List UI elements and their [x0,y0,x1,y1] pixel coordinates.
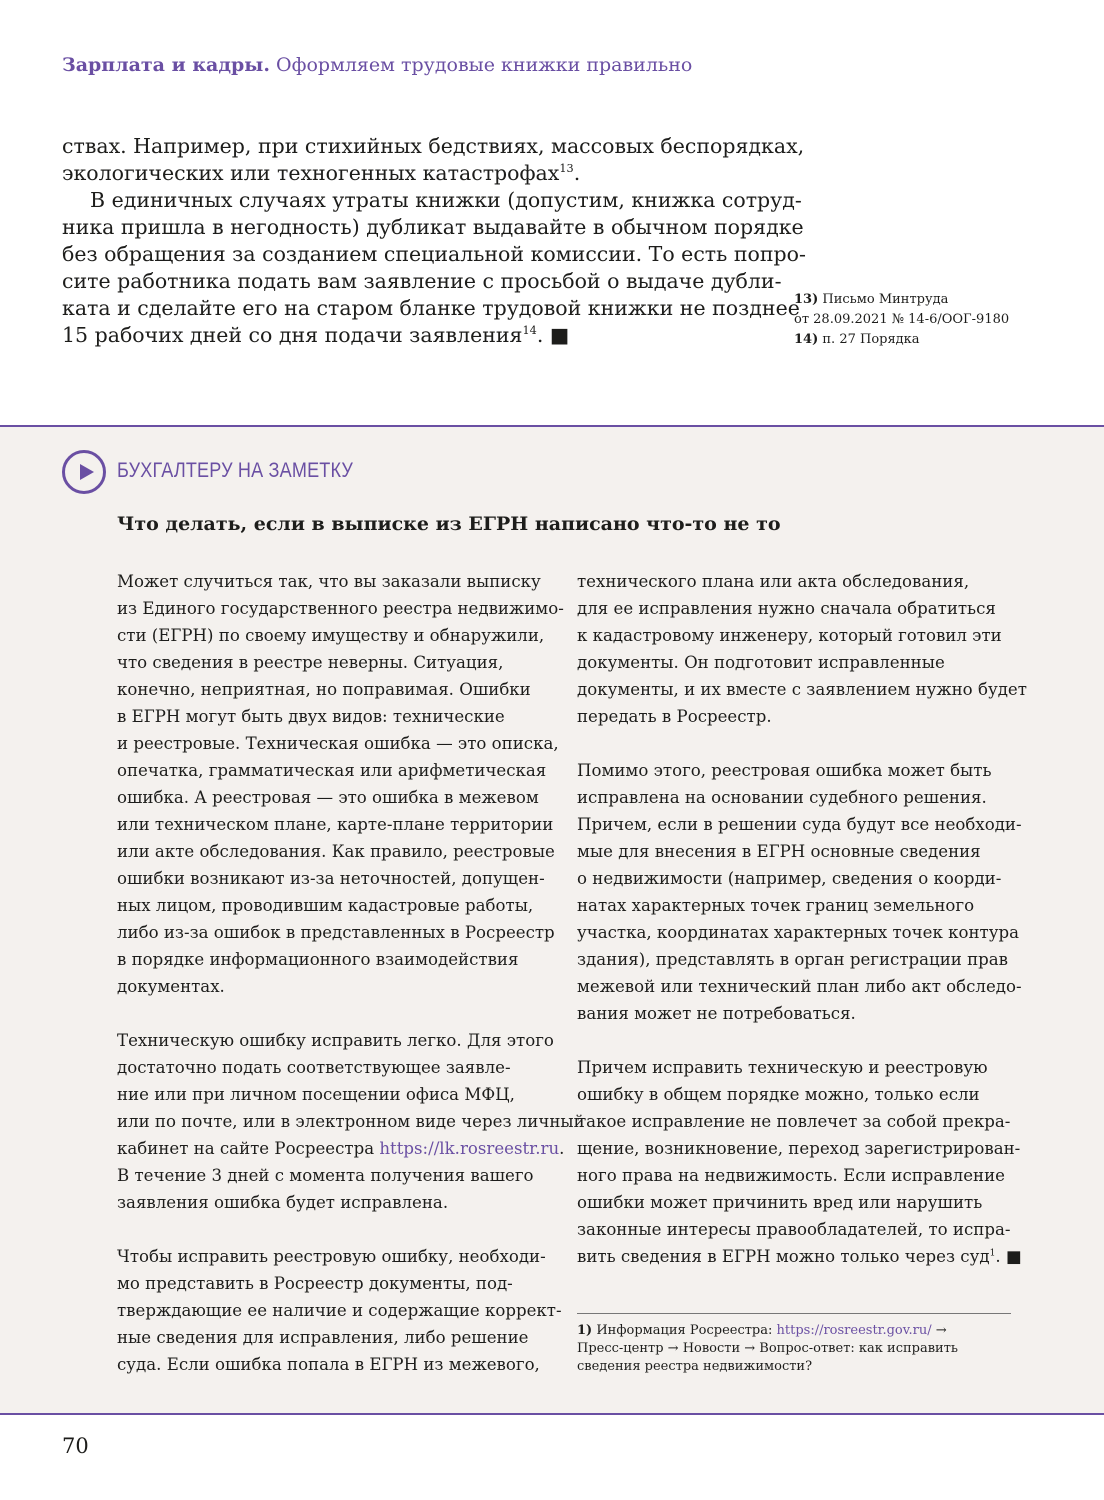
text-line [577,1243,1022,1270]
text-line: ошибки возникают из-за неточностей, допущен- [117,869,545,888]
link[interactable]: https://lk.rosreestr.ru [379,1139,560,1158]
text-line [62,160,742,187]
text-line: ные сведения для исправления, либо решение [117,1328,529,1347]
side-note-number: 14) [794,332,819,347]
text-line: Причем, если в решении суда будут все необходи- [577,815,1022,834]
text-line: ных лицом, проводившим кадастровые работы, [117,896,534,915]
footnote-number: 1) [577,1323,593,1338]
paragraph-gap [577,730,1017,757]
text-line: о недвижимости (например, сведения о коорди- [577,869,1002,888]
text-line: законные интересы правообладателей, то испра- [577,1220,1011,1239]
text-line: или акте обследования. Как правило, реестровые [117,842,555,861]
text-line: Пресс-центр → Новости → Вопрос-ответ: как исправить [577,1341,958,1356]
text-line: либо из-за ошибок в представленных в Росреестр [117,923,555,942]
running-head-title: Оформляем трудовые книжки правильно [276,54,693,76]
side-note-line [794,310,1009,330]
text-line: здания), представлять в орган регистрации прав [577,950,1009,969]
text-line [117,1135,565,1162]
side-note [794,330,1009,350]
side-note-line [794,330,1009,350]
line-text: . ■ [995,1247,1022,1266]
side-note-number: 13) [794,292,819,307]
text-line: из Единого государственного реестра недвижимо- [117,599,564,618]
text-line: ошибка. А реестровая — это ошибка в межевом [117,788,539,807]
text-line: документы. Он подготовит исправленные [577,653,945,672]
text-line: ние или при личном посещении офиса МФЦ, [117,1085,515,1104]
text-line: сведения реестра недвижимости? [577,1359,813,1374]
text-line: тверждающие ее наличие и содержащие коррект- [117,1301,562,1320]
line-text: . [573,161,581,185]
text-line: что сведения в реестре неверны. Ситуация, [117,653,504,672]
running-head [62,54,692,76]
text-line: документах. [117,977,225,996]
text-line: мые для внесения в ЕГРН основные сведения [577,842,981,861]
line-text: . [559,1139,565,1158]
line-text: Информация Росреестра: [596,1323,777,1338]
text-line: межевой или технический план либо акт обследо- [577,977,1022,996]
text-line: или техническом плане, карте-плане территории [117,815,554,834]
footnote-ref: 1 [989,1248,996,1259]
side-note-text: от 28.09.2021 № 14-6/ООГ-9180 [794,312,1010,327]
page-number: 70 [62,1434,89,1458]
text-line: конечно, неприятная, но поправимая. Ошибки [117,680,531,699]
text-line: исправлена на основании судебного решения. [577,788,987,807]
text-line: технического плана или акта обследования, [577,572,970,591]
box-column-1 [117,568,585,1378]
line-text: кабинет на сайте Росреестра [117,1139,380,1158]
text-line: Причем исправить техническую и реестровую [577,1058,988,1077]
text-line: участка, координатах характерных точек контура [577,923,1019,942]
box-footnote [577,1322,958,1376]
text-line: ствах. Например, при стихийных бедствиях, массовых беспорядках, [62,134,805,158]
text-line: ошибку в общем порядке можно, только если [577,1085,980,1104]
line-text: → [931,1323,947,1338]
text-line: такое исправление не повлечет за собой прекра- [577,1112,1011,1131]
paragraph-gap [117,1000,557,1027]
text-line: ного права на недвижимость. Если исправление [577,1166,1005,1185]
text-line: Техническую ошибку исправить легко. Для этого [117,1031,554,1050]
side-note-line [794,290,1009,310]
text-line: натах характерных точек границ земельного [577,896,975,915]
text-line: в порядке информационного взаимодействия [117,950,519,969]
text-line: и реестровые. Техническая ошибка — это описка, [117,734,559,753]
text-line: Помимо этого, реестровая ошибка может быть [577,761,992,780]
text-line: опечатка, грамматическая или арифметическая [117,761,547,780]
paragraph-gap [577,1027,1017,1054]
text-line: сите работника подать вам заявление с просьбой о выдаче дубли- [62,269,782,293]
text-line: мо представить в Росреестр документы, под- [117,1274,513,1293]
line-text: вить сведения в ЕГРН можно только через суд [577,1247,990,1266]
text-line: без обращения за созданием специальной комиссии. То есть попро- [62,242,806,266]
box-rubric: БУХГАЛТЕРУ НА ЗАМЕТКУ [117,459,354,482]
box-heading: Что делать, если в выписке из ЕГРН написано что-то не то [117,513,781,535]
text-line: В единичных случаях утраты книжки (допустим, книжка сотруд- [90,188,802,212]
main-text [62,133,806,349]
footnote-ref: 13 [559,162,574,176]
text-line: для ее исправления нужно сначала обратиться [577,599,996,618]
footnote-divider [577,1313,1011,1314]
paragraph-gap [117,1216,557,1243]
text-line: ката и сделайте его на старом бланке трудовой книжки не позднее [62,296,800,320]
text-line: достаточно подать соответствующее заявле- [117,1058,511,1077]
text-line: ника пришла в негодность) дубликат выдавайте в обычном порядке [62,215,804,239]
text-line: щение, возникновение, переход зарегистрирован- [577,1139,1021,1158]
text-line: заявления ошибка будет исправлена. [117,1193,449,1212]
side-note [794,290,1009,330]
text-line: к кадастровому инженеру, который готовил эти [577,626,1002,645]
text-line: передать в Росреестр. [577,707,772,726]
text-line: в ЕГРН могут быть двух видов: технические [117,707,505,726]
text-line: В течение 3 дней с момента получения вашего [117,1166,534,1185]
text-line [577,1322,958,1340]
side-note-text: п. 27 Порядка [822,332,920,347]
link[interactable]: https://rosreestr.gov.ru/ [776,1323,932,1338]
line-text: 15 рабочих дней со дня подачи заявления [62,323,523,347]
text-line: ошибки может причинить вред или нарушить [577,1193,983,1212]
text-line: или по почте, или в электронном виде через личный [117,1112,585,1131]
text-line: вания может не потребоваться. [577,1004,856,1023]
line-text: экологических или техногенных катастрофах [62,161,560,185]
box-column-2 [577,568,1027,1270]
text-line: суда. Если ошибка попала в ЕГРН из межевого, [117,1355,540,1374]
text-line: Может случиться так, что вы заказали выписку [117,572,541,591]
footnote-ref: 14 [522,324,537,338]
running-head-section: Зарплата и кадры. [62,54,270,76]
text-line [62,322,742,349]
text-line: документы, и их вместе с заявлением нужно будет [577,680,1027,699]
side-note-text: Письмо Минтруда [822,292,949,307]
text-line: сти (ЕГРН) по своему имуществу и обнаружили, [117,626,545,645]
play-circle-icon [62,450,106,494]
text-line: Чтобы исправить реестровую ошибку, необходи- [117,1247,546,1266]
line-text: . ■ [536,323,570,347]
side-notes [794,290,1009,350]
